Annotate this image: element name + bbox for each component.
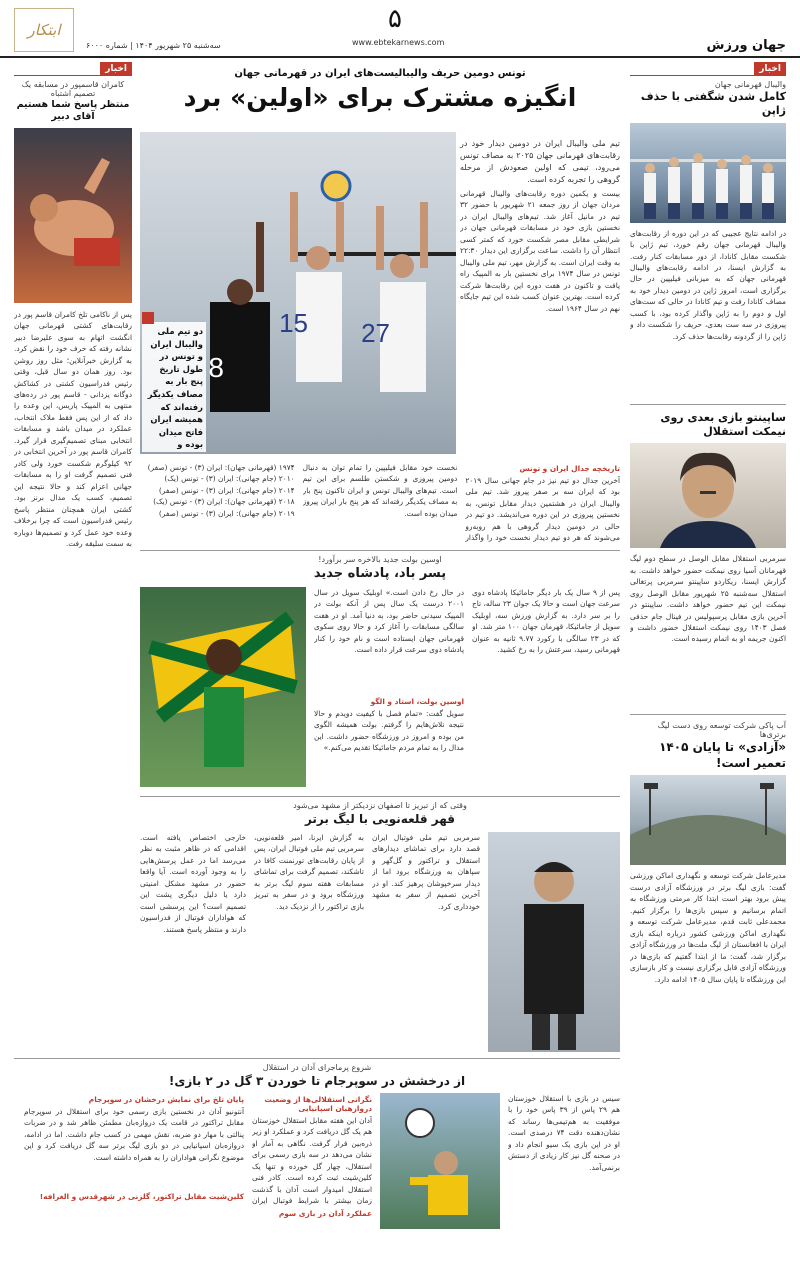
- bolt-body-1: پس از ۹ سال یک بار دیگر جامائیکا پادشاه دوی سرعت جهان است و حالا یک جوان ۲۳ ساله، تاج را بر سر دارد. به گزارش ورزش سه، اوبلیک سویل از جامائیکا، قهرمان جهان ۱۰۰ متر شد. او که در ۲۳ سالگی با رکورد ۹.۷۷ ثانیه به عنوان قهرمانی رسید، سرعتش را به رخ کشید.: [472, 588, 620, 655]
- svg-text:27: 27: [361, 318, 390, 348]
- news-band: [630, 62, 786, 76]
- lead-body-3: نخست خود مقابل فیلیپین را تمام توان به دنبال دومین پیروزی و شکستن طلسم برای این تیم است. تیم‌های والیبال تونس و ایران تاکنون پنج بار به مصاف یکدیگر رفته‌اند که هر پنج بار ایران پیروز میدان بوده است.: [302, 463, 458, 518]
- coach-body-3: خارجی اختصاص یافته است. اقدامی که در ظاهر مثبت به نظر می‌رسد اما در عمل پرسش‌هایی را به وجود آورده است. آیا واقعا حضور در مشهد مشکل امنیتی دارد یا دلیل دیگری پشت این تصمیم است؟ این پرسشی است که هواداران فوتبال از فدراسیون دارند و منتظر پاسخ هستند.: [140, 833, 246, 934]
- lead-bottom-row: [140, 462, 620, 544]
- adan-kicker: شروع پرماجرای آدان در استقلال: [262, 1063, 372, 1072]
- section-title: جهان ورزش: [706, 38, 786, 53]
- page-number: ۵: [388, 4, 402, 34]
- azadi-body: مدیرعامل شرکت توسعه و نگهداری اماکن ورزشی گفت: بازی لیگ برتر در ورزشگاه آزادی درست پیش برود بهتر است ابتدا کار مرمتی ورزشگاه به اتمام برسانیم و سپس بازی‌ها را برگزار کنیم. محمدعلی ثابت قدم، مدیرعامل شرکت توسعه و نگهداری اماکن ورزشی کشور درباره اینکه بازی ایران با افغانستان از لیگ ملت‌ها در ورزشگاه آزادی برگزار شد، گفت: ما از ابتدا گفتیم که بازی‌ها در ورزشگاه آزادی قابل برگزاری نیست و کار بازسازی این ورزشگاه تا پایان سال ۱۴۰۵ ادامه دارد.: [630, 871, 786, 984]
- bolt-red-sub: اوسین بولت، استاد و الگو: [370, 697, 464, 706]
- lead-body-1: بیست و یکمین دوره رقابت‌های والیبال قهرمانی مردان جهان از روز جمعه ۲۱ شهریور با حضور ۳۲ تیم در مانیل آغاز شد. تیم‌های والیبال ایران در نخستین بازی خود در مسابقات قهرمانی جهان در شرایطی مقابل مصر شکست خورد که کمتر کسی انتظار آن را داشت. ساعت برگزاری این دیدار ۲۲:۳۰ به وقت ایران است. به گزارش مهر، تیم ملی والیبال تونس در سال ۱۹۷۴ برای نخستین بار به المپیک راه یافت و تاکنون در هفت دوره این رقابت‌ها شرکت کرده است. بهترین عنوان کسب شده این تیم جایگاه نهم در سال ۱۹۶۴ است.: [460, 189, 620, 313]
- bolt-headline: پسر باد، پادشاه جدید: [313, 566, 447, 581]
- pullquote-marker-icon: [142, 312, 154, 324]
- japan-headline: کامل شدن شگفتی با حذف ژاپن: [640, 90, 786, 118]
- divider: [630, 714, 786, 715]
- sapinto-headline: ساپینتو بازی بعدی روی نیمکت استقلال: [660, 410, 786, 438]
- left-news-column: [14, 62, 132, 1230]
- news-band: [14, 62, 132, 76]
- lead-subhead: تیم ملی والیبال ایران در دومین دیدار خود در رقابت‌های قهرمانی جهان ۲۰۲۵ به مصاف تونس می‌رود، تیمی که اولین صعودش از مرحله گروهی را تجربه کرده است.: [460, 139, 620, 184]
- adan-photo: [380, 1093, 500, 1229]
- result-row: ۲۰۱۴ (جام جهانی): ایران (۳) - تونس (صفر): [158, 485, 295, 495]
- japan-body: در ادامه نتایج عجیبی که در این دوره از رقابت‌های والیبال قهرمانی جهان رقم خورد، تیم ژاپن با شکست مقابل کانادا، از دور مسابقات کنار رفت. به گزارش ایسنا، در ادامه رقابت‌های والیبال قهرمانی جهان که به میزبانی فیلیپین در حال برگزاری است، امروز ژاپن در دومین دیدار خود به مصاف کانادا رفت و تیم کانادا در حالی که ست‌های اول و دوم را به ژاپن واگذار کرده بود، با کسب پیروزی در سه ست بعدی، حریف را شکست داد و ژاپن را از گردونه رقابت‌ها حذف کرد.: [630, 228, 786, 341]
- issue-date: سه‌شنبه ۲۵ شهریور ۱۴۰۴ | شماره ۶۰۰۰: [86, 41, 221, 50]
- coach-story: [140, 796, 620, 1052]
- wrestler-icon: [14, 128, 132, 303]
- coach-body-2: به گزارش ایرنا، امیر قلعه‌نویی، سرمربی تیم ملی فوتبال ایران، پس از پایان رقابت‌های تورنمنت کافا در تاشکند، تصمیم گرفت برای تماشای مسابقات هفته سوم لیگ برتر به ورزشگاه برود و در سفر به تبریز بازی تراکتور را از نزدیک دید.: [254, 833, 364, 911]
- divider: [630, 404, 786, 405]
- wrestling-kicker: کامران قاسمپور در مسابقه یک تصمیم اشتباه: [21, 80, 125, 98]
- azadi-kicker: آب پاکی شرکت توسعه روی دست لیگ برتری‌ها: [657, 721, 786, 740]
- coach-headline: قهر قلعه‌نویی با لیگ برتر: [304, 812, 456, 826]
- lead-red-sub: تاریخچه جدال ایران و تونس: [519, 464, 620, 473]
- coach-columns: [140, 832, 620, 1052]
- adan-col-b: [252, 1093, 372, 1229]
- wrestling-photo: [14, 128, 132, 303]
- bolt-story: [140, 550, 620, 790]
- result-row: ۲۰۱۹ (جام جهانی): ایران (۳) - تونس (صفر): [158, 508, 295, 518]
- right-news-column: [630, 62, 786, 1230]
- wrestling-body: پس از ناکامی تلخ کامران قاسم پور در رقابت‌های کشتی قهرمانی جهان انگشت اتهام به سوی علیرضا دبیر نشانه رفته که حرف خود را نقض کرد. به گزارش خبرآنلاین؛ مثل روز روشن بود. روز همان دو سال قبل، وقتی رئیس فدراسیون کشتی در کشاکش دوگانه یزدانی - قاسم پور در رده‌های منتهی به المپیک پاریس، این وعده را داد که از این پس فقط ملاک انتخاب، عملکرد در میدان باشد و مسابقات انتخابی مبنای تصمیم‌گیری قرار گیرد. کامران قاسم پور در آخرین انتخابی در ۹۲ کیلوگرم شکست خورد ولی کادر فنی تصمیم گرفت او را به مسابقات جهانی اعزام کند و حالا نتیجه این تصمیم، کسب یک مدال برنز بود. کشتی ایران همچنان منتظر پاسخ رئیس فدراسیون است که چرا برخلاف وعده خود عمل کرد و تصمیم‌ها دوباره به سمت سلیقه رفت.: [14, 309, 132, 549]
- adan-story: [14, 1058, 620, 1230]
- lead-body-2-wrap: [465, 462, 620, 544]
- adan-body-3: سیس در بازی با استقلال خوزستان هم ۲۹ پاس از ۳۹ پاس خود را با موفقیت به هم‌تیمی‌ها رساند که نشان‌دهنده دقت ۷۴ درصدی است. او در این بازی یک سیو انجام داد و در صحنه گل نیز کار زیادی از دستش برنمی‌آمد.: [508, 1094, 620, 1172]
- bolt-body-2: در حال رخ دادن است.» اوبلیک سویل در سال ۲۰۰۱ درست یک سال پس از آنکه بولت در المپیک سیدنی حاضر بود، به دنیا آمد. او در هفت سالگی مسابقات را آغاز کرد و حالا روی سکوی قهرمانی جهان ایستاده است و نام خود را کنار پادشاه دوی سرعت قرار داده است.: [314, 588, 464, 655]
- sapinto-photo: [630, 443, 786, 548]
- bolt-body-3: سویل گفت: «تمام فصل با کیفیت دویدم و حالا نتیجه تلاش‌هایم را گرفتم. بولت همیشه الگوی من بوده و امروز در ورزشگاه حضور داشت. این مدال را به تمام مردم جامائیکا تقدیم می‌کنم.»: [314, 709, 464, 753]
- bolt-photo: [140, 587, 306, 787]
- adan-col-a: [24, 1093, 244, 1229]
- lead-headline: انگیزه مشترک برای «اولین» برد: [183, 83, 577, 112]
- masthead: [0, 0, 800, 58]
- news-label: اخبار: [754, 62, 786, 76]
- results-list: [140, 462, 295, 544]
- adan-columns: [14, 1093, 620, 1229]
- coach-body-1: سرمربی تیم ملی فوتبال ایران قصد دارد برای تماشای دیدارهای استقلال و تراکتور و گل‌گهر و سپاهان به ورزشگاه برود اما از دیدار سرخپوشان پرهیز کند. او در آخرین تصمیم از سفر به مشهد خودداری کرد.: [372, 833, 480, 911]
- news-label: اخبار: [100, 62, 132, 76]
- lead-kicker: تونس دومین حریف والیبالیست‌های ایران در قهرمانی جهان: [234, 68, 526, 79]
- newspaper-logo: [14, 8, 74, 52]
- site-url[interactable]: www.ebtekarnews.com: [352, 38, 445, 47]
- adan-red-sub-4: عملکرد آدان در بازی سوم: [278, 1209, 372, 1218]
- wrestling-headline: منتظر پاسخ شما هستیم آقای دبیر: [16, 99, 130, 123]
- adan-body-1: آنتونیو آدان در نخستین بازی رسمی خود برای استقلال در سوپرجام مقابل تراکتور در قامت یک دروازه‌بان مطمئن ظاهر شد و در ضربات پنالتی با مهار دو ضربه، نقش مهمی در کسب جام داشت. اما در ادامه، دروازه‌بان اسپانیایی در دو بازی لیگ برتر سه گل دریافت کرد و این موضوع نگرانی هواداران را به همراه داشته است.: [24, 1107, 244, 1162]
- sapinto-body: سرمربی استقلال مقابل الوصل در سطح دوم لیگ قهرمانان آسیا روی نیمکت حضور خواهد داشت. به گزارش ایسنا، ریکاردو ساپینتو سرمربی پرتغالی استقلال سه‌شنبه ۲۵ شهریور مقابل الوصل روی نیمکت این تیم حضور خواهد داشت. ساپینتو در آخرین بازی مقابل پرسپولیس در فینال جام حذفی فصل ۱۴۰۳ روی نیمکت استقلال حضور داشت و اکنون جریمه او به اتمام رسیده است.: [630, 554, 786, 644]
- coach-kicker: وقتی که از تبریز تا اصفهان نزدیکتر از مشهد می‌شود: [293, 801, 467, 810]
- lead-body-2: آخرین جدال دو تیم نیز در جام جهانی سال ۲۰۱۹ بود که ایران سه بر صفر پیروز شد. تیم ملی والیبال ایران در هشتمین دیدار مقابل تونس، به نخستین پیروزی در این دوره می‌اندیشد. دو تیم در حالی در دومین دیدار گروهی با هم روبه‌رو می‌شوند که هر دو تیم دیدار نخست خود را واگذار: [465, 476, 620, 543]
- adan-red-sub-3: نگرانی استقلالی‌ها از وضعیت دروازهبان اسپانیایی: [264, 1095, 372, 1113]
- stadium-icon: [630, 775, 786, 865]
- bolt-columns: [140, 587, 620, 787]
- result-row: ۲۰۱۸ (قهرمانی جهان): ایران (۳) - تونس (یک): [153, 497, 295, 507]
- adan-body-2: آدان این هفته مقابل استقلال خوزستان هم یک گل دریافت کرد و عملکرد او زیر ذره‌بین قرار گرفت. نگاهی به آمار او نشان می‌دهد در سه بازی رسمی برای استقلال، چهار گل خورده و تنها یک کلین‌شیت ثبت کرده است. کادر فنی استقلال امیدوار است آدان با گذشت زمان بیشتر با شرایط فوتبال ایران: [252, 1116, 372, 1206]
- pull-quote: دو تیم ملی والیبال ایران و تونس در طول تاریخ پنج بار به مصاف یکدیگر رفته‌اند که همیشه ایران فاتح میدان بوده و: [142, 322, 206, 452]
- bolt-kicker: اوسین بولت جدید بالاخره سر برآورد!: [318, 555, 442, 564]
- adan-headline: از درخشش در سوپرجام تا خوردن ۳ گل در ۲ بازی!: [168, 1074, 466, 1088]
- adan-red-sub-1: پایان تلخ برای نمایش درخشان در سوپرجام: [88, 1095, 244, 1104]
- goalkeeper-icon: [380, 1093, 500, 1229]
- azadi-headline: «آزادی» تا پایان ۱۴۰۵ تعمیر است!: [659, 740, 786, 770]
- coach-photo: [488, 832, 620, 1052]
- result-row: ۲۰۱۰ (جام جهانی): ایران (۳) - تونس (یک): [164, 474, 295, 484]
- svg-text:8: 8: [208, 352, 224, 383]
- result-row: ۱۹۷۴ (قهرمانی جهان): ایران (۳) - تونس (صفر): [147, 463, 295, 472]
- coach-figure-icon: [488, 832, 620, 1052]
- adan-red-sub-2: کلین‌شیت مقابل تراکتور، گلزنی در شهرقدس و الغرافه!: [39, 1192, 244, 1201]
- coach-portrait-icon: [630, 443, 786, 548]
- sprinter-flag-icon: [140, 587, 306, 787]
- logo-text: ابتکار: [27, 21, 61, 39]
- lead-story: [140, 132, 620, 544]
- azadi-photo: [630, 775, 786, 865]
- volleyball-players-icon: [630, 123, 786, 223]
- bolt-middle: [314, 587, 464, 787]
- volleyball-kicker: والیبال قهرمانی جهان: [714, 80, 786, 89]
- svg-text:15: 15: [279, 308, 308, 338]
- volleyball-photo: [630, 123, 786, 223]
